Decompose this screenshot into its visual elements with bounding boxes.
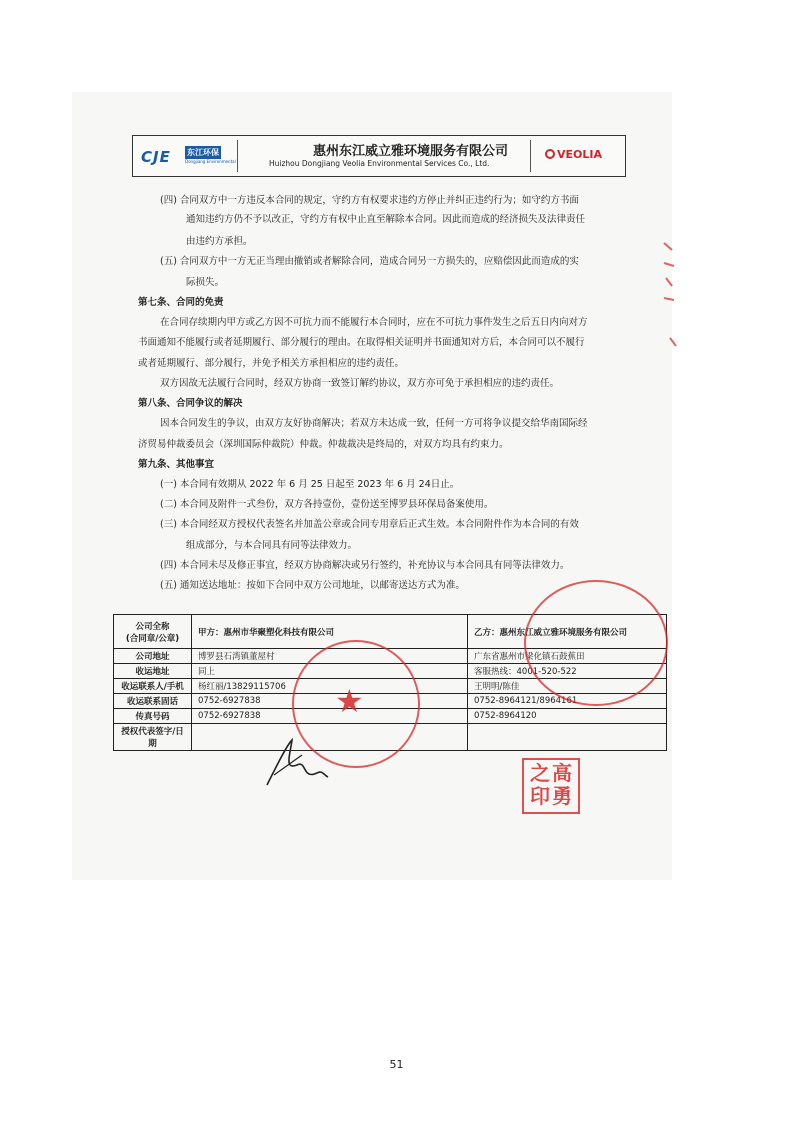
party-b-cell: 0752-8964120 (468, 709, 667, 724)
veolia-icon (545, 149, 555, 159)
logo-cn: 东江环保 (187, 148, 219, 157)
party-b-signature (468, 724, 667, 751)
party-b-cell: 广东省惠州市梁化镇石鼓蕉田 (468, 649, 667, 664)
stamp-char: 高 (552, 761, 572, 785)
company-name-en: Huizhou Dongjiang Veolia Environmental Services Co., Ltd. (269, 159, 490, 168)
row-label: 公司地址 (114, 649, 192, 664)
body-line: 双方因故无法履行合同时，经双方协商一致签订解约协议，双方亦可免于承担相应的违约责任。 (160, 378, 560, 389)
veolia-text: VEOLIA (557, 148, 602, 161)
party-a-cell: 甲方：惠州市华聚塑化科技有限公司 (192, 615, 468, 649)
stamp-char: 勇 (552, 784, 572, 808)
party-b-cell: 乙方：惠州东江威立雅环境服务有限公司 (468, 615, 667, 649)
party-b-seal (524, 580, 668, 706)
row-label: 公司全称 (合同章/公章) (114, 615, 192, 649)
body-line: (一) 本合同有效期从 2022 年 6 月 25 日起至 2023 年 6 月 24日止。 (160, 479, 460, 490)
row-label: 授权代表签字/日期 (114, 724, 192, 751)
party-b-cell: 0752-8964121/8964161 (468, 694, 667, 709)
body-line: (五) 通知送达地址：按如下合同中双方公司地址，以邮寄送达方式为准。 (160, 580, 465, 591)
row-label: 收运地址 (114, 664, 192, 679)
stamp-char: 之 (530, 761, 550, 785)
body-line: 书面通知不能履行或者延期履行、部分履行的理由。在取得相关证明并书面通知对方后，本合同可以不履行 (138, 337, 585, 348)
body-line: (四) 合同双方中一方违反本合同的规定，守约方有权要求违约方停止并纠正违约行为；如守约方书面 (160, 195, 579, 206)
body-line: (二) 本合同及附件一式叁份，双方各持壹份，壹份送至博罗县环保局备案使用。 (160, 499, 494, 510)
logo-en: Dongjiang Environmental (185, 159, 236, 164)
margin-seal-fragment (660, 238, 680, 348)
page-number: 51 (389, 1058, 404, 1071)
party-a-cell: 杨红丽/13829115706 (192, 679, 468, 694)
veolia-logo (530, 140, 621, 172)
party-b-cell: 客服热线：4001-520-522 (468, 664, 667, 679)
body-line: (五) 合同双方中一方无正当理由撤销或者解除合同，造成合同另一方损失的，应赔偿因此而造成的实 (160, 256, 579, 267)
body-line: 在合同存续期内甲方或乙方因不可抗力而不能履行本合同时，应在不可抗力事件发生之后五日内向对方 (160, 317, 588, 328)
signature-scribble (262, 735, 332, 790)
party-a-cell: 同上 (192, 664, 468, 679)
row-label: 收运联系人/手机 (114, 679, 192, 694)
stamp-char: 印 (530, 784, 550, 808)
party-a-cell: 0752-6927838 (192, 694, 468, 709)
section-heading: 第九条、其他事宜 (138, 459, 215, 470)
party-b-cell: 王明明/陈佳 (468, 679, 667, 694)
letterhead (132, 135, 626, 177)
row-label: 收运联系固话 (114, 694, 192, 709)
body-line: 济贸易仲裁委员会（深圳国际仲裁院）仲裁。仲裁裁决是终局的，对双方均具有约束力。 (138, 439, 509, 450)
party-a-cell: 博罗县石湾镇董屋村 (192, 649, 468, 664)
body-line: (四) 本合同未尽及修正事宜，经双方协商解决或另行签约，补充协议与本合同具有同等法律效力。 (160, 560, 570, 571)
party-a-cell: 0752-6927838 (192, 709, 468, 724)
body-line: 际损失。 (186, 277, 225, 288)
row-label: 传真号码 (114, 709, 192, 724)
name-stamp (522, 758, 580, 814)
seal-star-icon: ★ (335, 682, 364, 720)
company-name-cn: 惠州东江威立雅环境服务有限公司 (313, 144, 509, 159)
body-line: 组成部分，与本合同具有同等法律效力。 (186, 540, 358, 551)
body-line: 通知违约方仍不予以改正，守约方有权中止直至解除本合同。因此而造成的经济损失及法律责任 (186, 214, 586, 225)
body-line: (三) 本合同经双方授权代表签名并加盖公章或合同专用章后正式生效。本合同附件作为本合同的有效 (160, 519, 579, 530)
body-line: 由违约方承担。 (186, 236, 253, 247)
section-heading: 第八条、合同争议的解决 (138, 398, 243, 409)
dongjiang-logo (137, 140, 238, 172)
logo-mark: CJE (141, 148, 171, 166)
body-line: 或者延期履行、部分履行，并免予相关方承担相应的违约责任。 (138, 358, 405, 369)
section-heading: 第七条、合同的免责 (138, 297, 224, 308)
body-line: 因本合同发生的争议，由双方友好协商解决；若双方未达成一致，任何一方可将争议提交给华南国际经 (160, 418, 588, 429)
